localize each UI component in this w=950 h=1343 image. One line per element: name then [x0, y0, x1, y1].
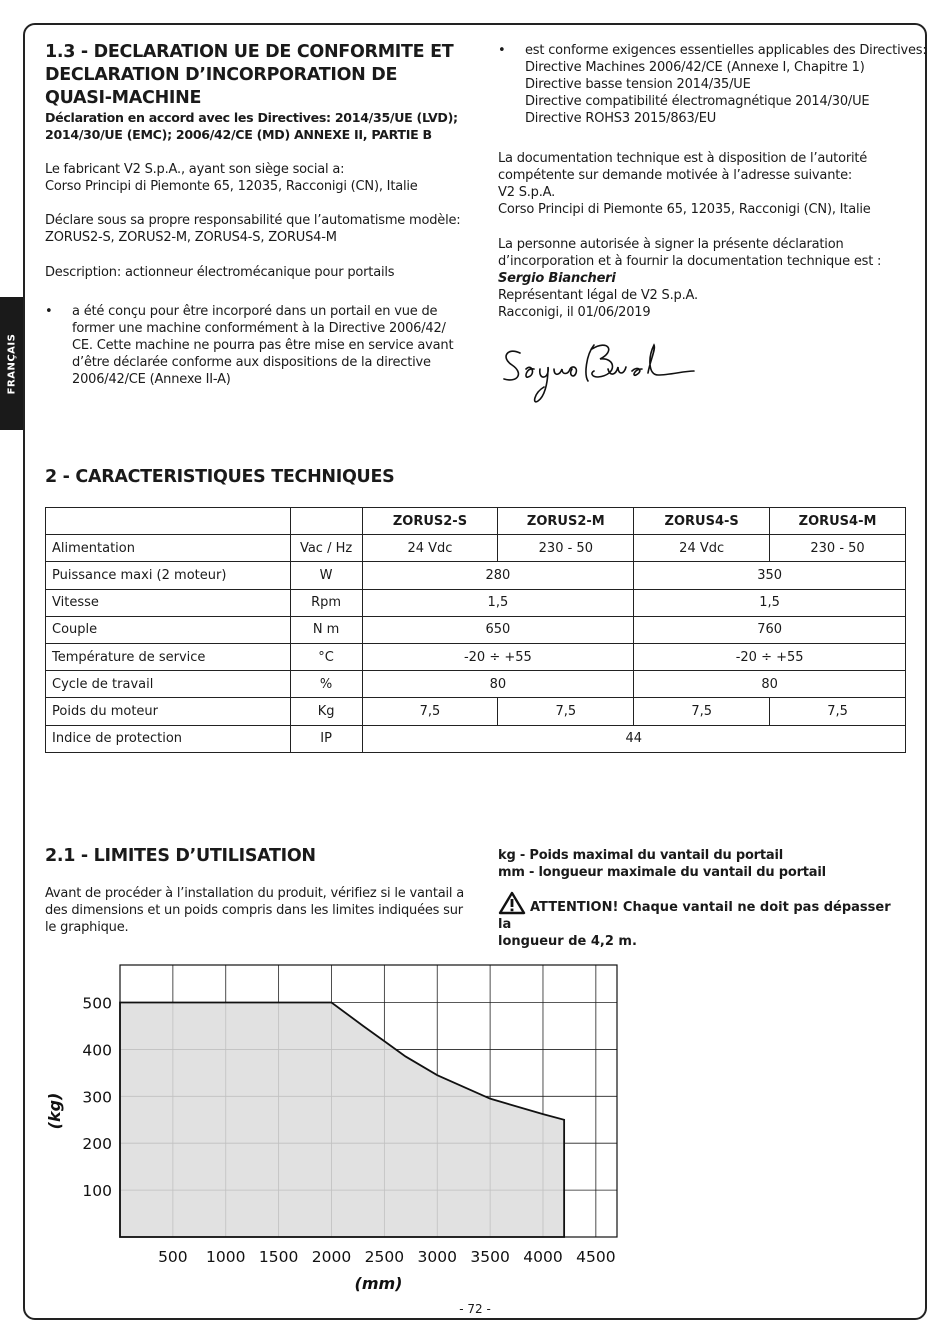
table-row: Couple N m 650 760 [46, 616, 906, 643]
y-tick-label: 400 [82, 1041, 112, 1060]
specs-title: 2 - CARACTERISTIQUES TECHNIQUES [45, 467, 395, 487]
y-axis-label: (kg) [45, 1092, 64, 1130]
chart-legend [498, 847, 826, 881]
table-header-row [46, 508, 906, 535]
legend-kg: kg - Poids maximal du vantail du portail [498, 848, 783, 863]
table-row: Cycle de travail % 80 80 [46, 671, 906, 698]
col-zorus4-s: ZORUS4-S [634, 508, 770, 535]
y-tick-label: 500 [82, 994, 112, 1013]
x-tick-label: 2000 [311, 1248, 352, 1266]
y-tick-label: 200 [82, 1135, 112, 1154]
documentation-text: La documentation technique est à disposition de l’autorité compétente sur demande motivée à l’adresse suivante: V2 S.p.A. Corso Principi di Piemonte 65, 12035, Racconigi (CN), Italie [498, 151, 871, 217]
limites-title: 2.1 - LIMITES D’UTILISATION [45, 846, 316, 866]
warning-triangle-icon [498, 891, 526, 915]
table-row: Alimentation Vac / Hz 24 Vdc 230 - 50 24 Vdc 230 - 50 [46, 535, 906, 562]
signer-role: Représentant légal de V2 S.p.A. [498, 288, 698, 303]
col-zorus2-m: ZORUS2-M [498, 508, 634, 535]
limites-intro: Avant de procéder à l’installation du produit, vérifiez si le vantail a des dimensions et un poids compris dans les limites indiquées sur le graphique. [45, 886, 465, 935]
x-axis-label: (mm) [354, 1274, 403, 1293]
y-tick-label: 100 [82, 1182, 112, 1201]
x-tick-label: 2500 [364, 1248, 405, 1266]
table-row: Puissance maxi (2 moteur) W 280 350 [46, 562, 906, 589]
fabricant-text: Le fabricant V2 S.p.A., ayant son siège social a: Corso Principi di Piemonte 65, 12035, Racconigi (CN), Italie [45, 162, 418, 194]
legend-mm: mm - longueur maximale du vantail du portail [498, 865, 826, 880]
description-text: Description: actionneur électromécanique pour portails [45, 265, 395, 280]
bullet-dot: • [45, 304, 53, 319]
place-date: Racconigi, il 01/06/2019 [498, 305, 651, 320]
usage-area [120, 1003, 564, 1237]
signatory-text: La personne autorisée à signer la présente déclaration d’incorporation et à fournir la documentation technique est : Sergio Biancheri Représentant légal de V2 S.p.A. Racconigi, il 01/06/2019 [498, 237, 882, 320]
usage-limits-chart [40, 955, 640, 1300]
table-row: Poids du moteur Kg 7,5 7,5 7,5 7,5 [46, 698, 906, 725]
y-tick-labels [82, 995, 112, 1201]
bullet-conformity: est conforme exigences essentielles applicables des Directives: Directive Machines 2006/42/CE (Annexe I, Chapitre 1) Directive basse tension 2014/35/UE Directive compatibilité électromagnétique 2014/30/UE Directive ROHS3 2015/863/EU [525, 43, 927, 126]
warning-note: ATTENTION! Chaque vantail ne doit pas dépasser la longueur de 4,2 m. [498, 891, 898, 950]
declaration-title: 1.3 - DECLARATION UE DE CONFORMITE ET DECLARATION D’INCORPORATION DE QUASI-MACHINE [45, 42, 454, 108]
x-tick-label: 4500 [576, 1248, 616, 1266]
specs-table [45, 507, 906, 753]
x-tick-label: 4000 [523, 1248, 563, 1266]
x-tick-labels [158, 1248, 616, 1266]
x-tick-label: 3500 [470, 1248, 510, 1266]
declaration-subtitle: Déclaration en accord avec les Directives: 2014/35/UE (LVD); 2014/30/UE (EMC); 2006/42/CE (MD) ANNEXE II, PARTIE B [45, 110, 458, 142]
x-tick-label: 1500 [258, 1248, 299, 1266]
bullet-incorporation: a été conçu pour être incorporé dans un portail en vue de former une machine conformément à la Directive 2006/42/ CE. Cette machine ne pourra pas être mise en service avant d’être déclarée conforme aux dispositions de la directive 2006/42/CE (Annexe II-A) [72, 304, 454, 387]
col-zorus4-m: ZORUS4-M [770, 508, 906, 535]
y-tick-label: 300 [82, 1088, 112, 1107]
col-zorus2-s: ZORUS2-S [362, 508, 498, 535]
bullet-dot: • [498, 43, 506, 58]
table-row: Indice de protection IP 44 [46, 725, 906, 752]
x-tick-label: 1000 [206, 1248, 246, 1266]
table-row: Température de service °C -20 ÷ +55 -20 ÷ +55 [46, 643, 906, 670]
page-number: - 72 - [459, 1302, 491, 1316]
declare-text: Déclare sous sa propre responsabilité que l’automatisme modèle: ZORUS2-S, ZORUS2-M, ZORUS4-S, ZORUS4-M [45, 213, 461, 245]
language-tab: FRANÇAIS [0, 297, 23, 430]
x-tick-label: 500 [158, 1248, 188, 1266]
x-tick-label: 3000 [417, 1248, 457, 1266]
signature-image [498, 335, 698, 410]
signer-name: Sergio Biancheri [498, 271, 616, 286]
table-row: Vitesse Rpm 1,5 1,5 [46, 589, 906, 616]
